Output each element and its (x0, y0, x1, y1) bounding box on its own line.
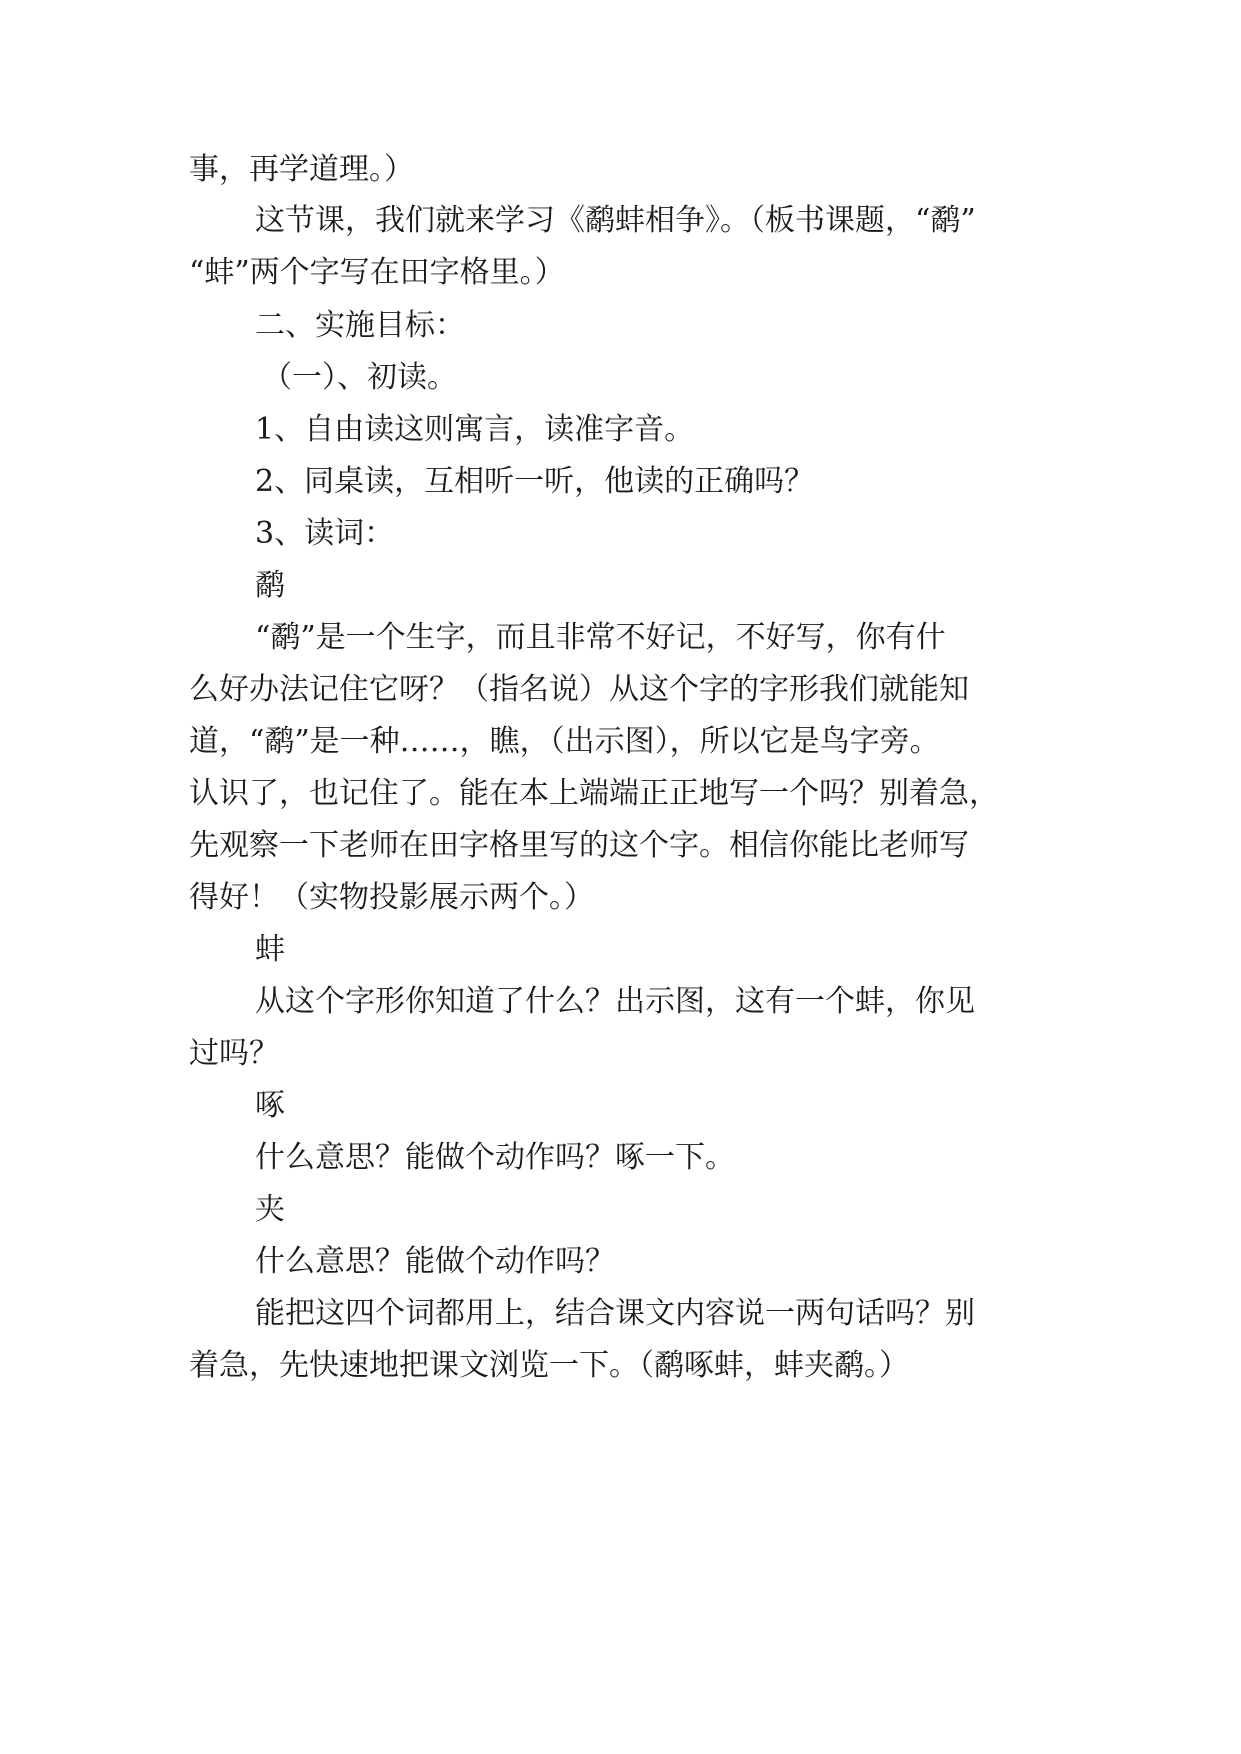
text-line-14: 先观察一下老师在田字格里写的这个字。相信你能比老师写 (189, 828, 969, 863)
step-3: 3、读词： (255, 516, 395, 551)
text-line-17: 从这个字形你知道了什么？出示图，这有一个蚌，你见 (255, 984, 975, 1019)
vocab-word-2: 蚌 (255, 932, 285, 967)
text-line-1: 事，再学道理。） (189, 152, 414, 187)
vocab-word-4: 夹 (255, 1192, 285, 1227)
text-line-3: “蚌”两个字写在田字格里。） (189, 255, 565, 290)
step-1: 1、自由读这则寓言，读准字音。 (255, 412, 695, 447)
vocab-word-1: 鹬 (255, 568, 285, 603)
text-line-11: 么好办法记住它呀？（指名说）从这个字的字形我们就能知 (189, 672, 969, 707)
text-line-10: “鹬”是一个生字，而且非常不好记，不好写，你有什 (255, 620, 946, 655)
text-line-12: 道，“鹬”是一种……，瞧，（出示图），所以它是鸟字旁。 (189, 724, 940, 759)
subsection-heading: （一）、初读。 (262, 360, 457, 395)
text-line-24: 着急，先快速地把课文浏览一下。（鹬啄蚌，蚌夹鹬。） (189, 1348, 909, 1383)
text-line-22: 什么意思？能做个动作吗？ (255, 1244, 615, 1279)
section-heading: 二、实施目标： (255, 308, 465, 343)
text-line-20: 什么意思？能做个动作吗？啄一下。 (255, 1140, 735, 1175)
vocab-word-3: 啄 (255, 1088, 285, 1123)
step-2: 2、同桌读，互相听一听，他读的正确吗？ (255, 464, 815, 499)
text-line-18: 过吗？ (189, 1036, 279, 1071)
text-line-15: 得好！（实物投影展示两个。） (189, 880, 594, 915)
text-line-23: 能把这四个词都用上，结合课文内容说一两句话吗？别 (255, 1296, 975, 1331)
text-line-13: 认识了，也记住了。能在本上端端正正地写一个吗？别着急， (189, 776, 999, 811)
text-line-2: 这节课，我们就来学习《鹬蚌相争》。（板书课题，“鹬” (255, 203, 976, 238)
